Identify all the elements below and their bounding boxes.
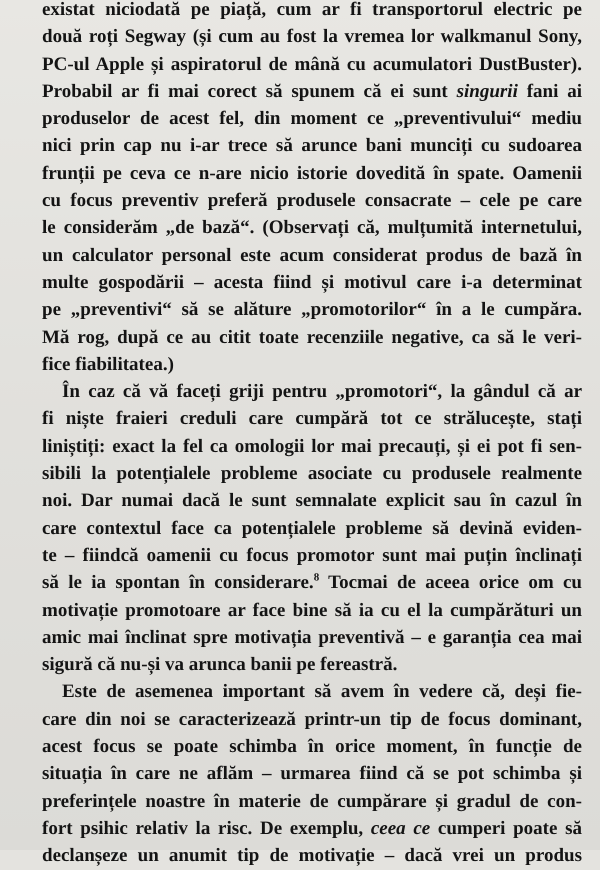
text-line: liniștiți: exact la fel ca omologii lor mai precauți, și ei pot fi sen- bbox=[42, 435, 582, 457]
paragraph-1 bbox=[42, 0, 582, 378]
text-line: Mă rog, după ce au citit toate recenziile negative, ca să le veri- bbox=[42, 326, 582, 348]
paragraph-2 bbox=[42, 378, 582, 678]
text-line: preferințele noastre în materie de cumpărare și gradul de con- bbox=[42, 790, 582, 812]
text-line: cu focus preventiv preferă produsele consacrate – cele pe care bbox=[42, 190, 582, 212]
paragraph-3 bbox=[42, 678, 582, 869]
body-text bbox=[42, 0, 582, 870]
text-line: situația în care ne aflăm – urmarea fiind că se pot schimba și bbox=[42, 763, 582, 785]
text-line: existat niciodată pe piață, cum ar fi transportorul electric pe bbox=[42, 0, 582, 20]
text-line: motivație promotoare ar face bine să ia cu el la cumpărături un bbox=[42, 599, 582, 621]
text-line: care contextul face ca potențialele probleme să devină eviden- bbox=[42, 517, 582, 539]
text-line: declanșeze un anumit tip de motivație – dacă vrei un produs bbox=[42, 845, 582, 867]
text-line: amic mai înclinat spre motivația preventivă – e garanția cea mai bbox=[42, 626, 582, 648]
text-line: produselor de acest fel, din moment ce „preventivului“ mediu bbox=[42, 108, 582, 130]
text-line: două roți Segway (și cum au fost la vremea lor walkmanul Sony, bbox=[42, 26, 582, 48]
text-line: fice fiabilitatea.) bbox=[42, 353, 174, 375]
text-line: te – fiindcă oamenii cu focus promotor sunt mai puțin înclinați bbox=[42, 544, 582, 566]
text-line: le considerăm „de bază“. (Observați că, mulțumită internetului, bbox=[42, 217, 582, 239]
text-line-with-footnote: să le ia spontan în considerare.$^8$ Tocmai de aceea orice om cu bbox=[42, 571, 582, 594]
text-line: acest focus se poate schimba în orice moment, în funcție de bbox=[42, 736, 582, 758]
text-line: PC-ul Apple și aspiratorul de mână cu acumulatori DustBuster). bbox=[42, 53, 582, 75]
text-line: multe gospodării – acesta fiind și motivul care i-a determinat bbox=[42, 271, 582, 293]
italic-phrase: ceea ce bbox=[370, 817, 431, 839]
text-line: Este de asemenea important să avem în vedere că, deși fie- bbox=[62, 681, 582, 703]
text-line: În caz că vă faceți griji pentru „promotori“, la gândul că ar bbox=[62, 381, 582, 403]
text-line: nici prin cap nu i-ar trece să arunce bani munciți cu sudoarea bbox=[42, 135, 582, 157]
text-line-with-italic: fort psihic relativ la risc. De exemplu, ceea ce cumperi poate să bbox=[42, 817, 583, 839]
text-line: sibili la potențialele probleme asociate cu produsele realmente bbox=[42, 463, 582, 485]
text-line: sigură că nu-și va arunca banii pe fereastră. bbox=[42, 654, 398, 676]
text-line: pe „preventivi“ să se alăture „promotorilor“ în a le cumpăra. bbox=[42, 299, 582, 321]
text-line: un calculator personal este acum considerat produs de bază în bbox=[42, 244, 582, 266]
italic-phrase: singurii bbox=[456, 80, 518, 102]
text-line-with-italic: Probabil ar fi mai corect să spunem că ei sunt singurii fani ai bbox=[42, 80, 582, 102]
text-line: noi. Dar numai dacă le sunt semnalate explicit sau în cazul în bbox=[42, 490, 582, 512]
text-line: fi niște fraieri creduli care cumpără tot ce strălucește, stați bbox=[42, 408, 582, 430]
text-line: frunții pe ceva ce n-are nicio istorie dovedită în spate. Oamenii bbox=[42, 162, 582, 184]
text-line: care din noi se caracterizează printr-un tip de focus dominant, bbox=[42, 708, 582, 730]
footnote-marker: 8 bbox=[313, 571, 320, 584]
